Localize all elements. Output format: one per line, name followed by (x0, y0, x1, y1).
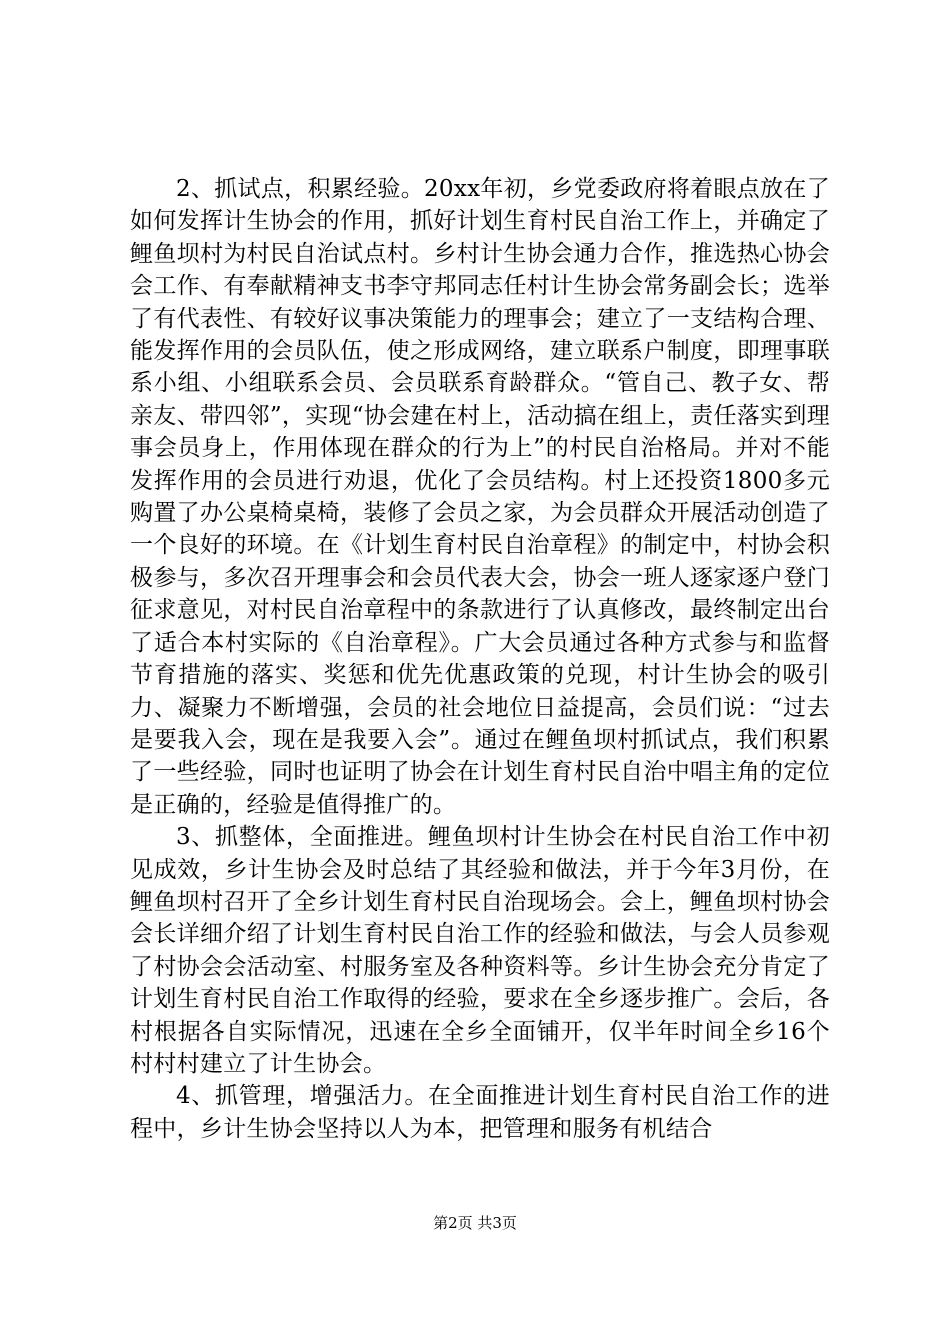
paragraph-management: 4、抓管理，增强活力。在全面推进计划生育村民自治工作的进程中，乡计生协会坚持以人为本，把管理和服务有机结合 (130, 1083, 830, 1142)
page-number-footer: 第2页 共3页 (433, 1214, 517, 1232)
paragraph-overall: 3、抓整体，全面推进。鲤鱼坝村计生协会在村民自治工作中初见成效，乡计生协会及时总结了其经验和做法，并于今年3月份，在鲤鱼坝村召开了全乡计划生育村民自治现场会。会上，鲤鱼坝村协会会长详细介绍了计划生育村民自治工作的经验和做法，与会人员参观了村协会会活动室、村服务室及各种资料等。乡计生协会充分肯定了计划生育村民自治工作取得的经验，要求在全乡逐步推广。会后，各村根据各自实际情况，迅速在全乡全面铺开，仅半年时间全乡16个村村村建立了计生协会。 (130, 824, 830, 1077)
paragraph-pilot: 2、抓试点，积累经验。20xx年初，乡党委政府将着眼点放在了如何发挥计生协会的作用，抓好计划生育村民自治工作上，并确定了鲤鱼坝村为村民自治试点村。乡村计生协会通力合作，推选热心协会会工作、有奉献精神支书李守邦同志任村计生协会常务副会长；选举了有代表性、有较好议事决策能力的理事会；建立了一支结构合理、能发挥作用的会员队伍，使之形成网络，建立联系户制度，即理事联系小组、小组联系会员、会员联系育龄群众。“管自己、教子女、帮亲友、带四邻”，实现“协会建在村上，活动搞在组上，责任落实到理事会员身上，作用体现在群众的行为上”的村民自治格局。并对不能发挥作用的会员进行劝退，优化了会员结构。村上还投资1800多元购置了办公桌椅桌椅，装修了会员之家，为会员群众开展活动创造了一个良好的环境。在《计划生育村民自治章程》的制定中，村协会积极参与，多次召开理事会和会员代表大会，协会一班人逐家逐户登门征求意见，对村民自治章程中的条款进行了认真修改，最终制定出台了适合本村实际的《自治章程》。广大会员通过各种方式参与和监督节育措施的落实、奖惩和优先优惠政策的兑现，村计生协会的吸引力、凝聚力不断增强，会员的社会地位日益提高，会员们说：“过去是要我入会，现在是我要入会”。通过在鲤鱼坝村抓试点，我们积累了一些经验，同时也证明了协会在计划生育村民自治中唱主角的定位是正确的，经验是值得推广的。 (130, 176, 830, 818)
document-body (130, 173, 830, 1145)
